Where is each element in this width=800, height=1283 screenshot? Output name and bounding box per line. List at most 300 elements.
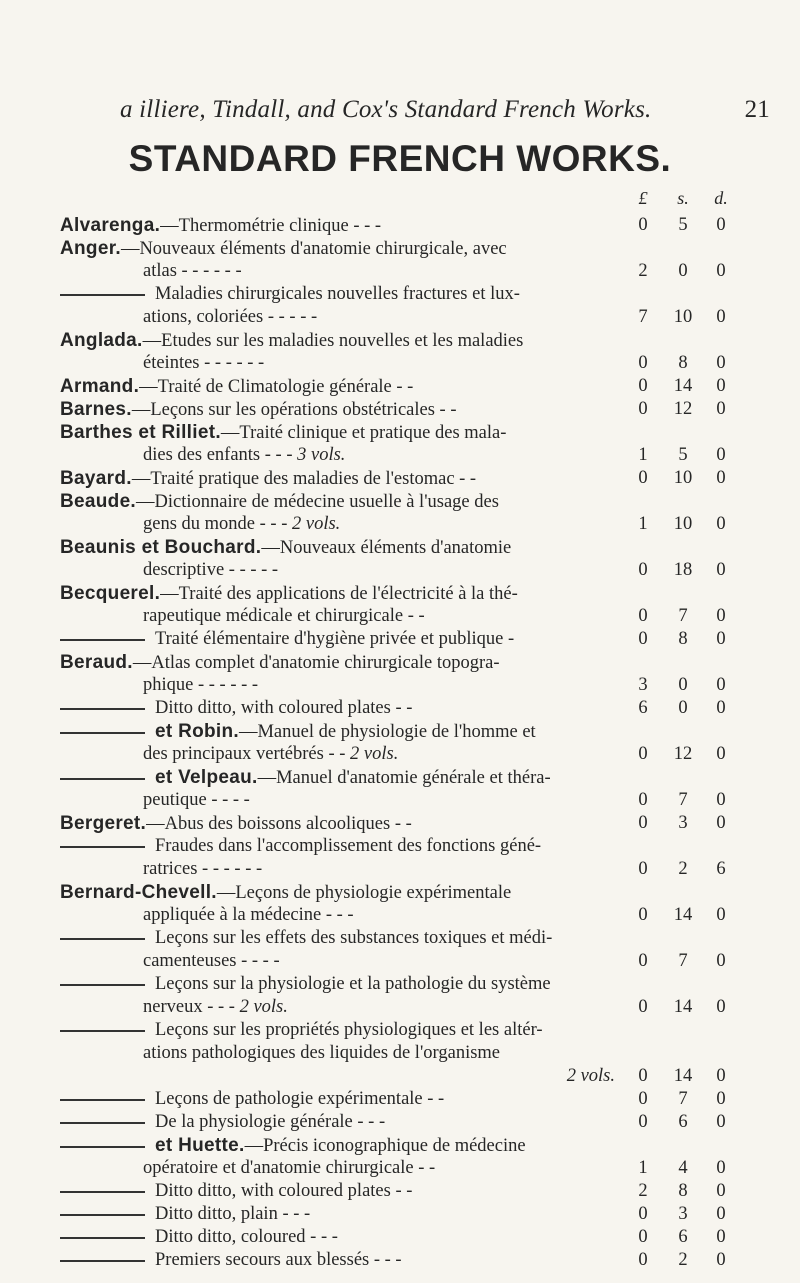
entry-text: [143, 513, 703, 536]
entry-price: [630, 743, 780, 766]
entry-line: [0, 1249, 800, 1272]
entry-title: appliquée à la médecine - - -: [143, 905, 354, 925]
catalogue-entry: [0, 1226, 800, 1249]
ditto-rule: [60, 1260, 145, 1262]
entry-price: [630, 996, 780, 1019]
entry-title: phique - - - - - -: [143, 675, 259, 695]
catalogue-entry: [0, 1134, 800, 1180]
price-pence: 0: [716, 1112, 726, 1132]
price-pence: 0: [716, 261, 726, 281]
price-shillings: 3: [678, 1204, 688, 1224]
volume-count: 2 vols.: [566, 1066, 615, 1086]
catalogue-entry: [0, 490, 800, 536]
entry-line: [0, 237, 800, 260]
entry-line: [0, 973, 800, 996]
price-shillings: 14: [673, 1066, 693, 1086]
entry-line: [0, 1042, 800, 1065]
price-shillings: 8: [678, 1181, 688, 1201]
price-pence: 0: [716, 215, 726, 235]
entry-text: [60, 582, 620, 606]
entry-title: opératoire et d'anatomie chirurgicale - -: [143, 1158, 436, 1178]
entry-line: [0, 352, 800, 375]
entry-price: [630, 1203, 780, 1226]
price-pounds: 1: [638, 514, 648, 534]
price-shillings: 18: [673, 560, 693, 580]
entry-title: —Leçons sur les opérations obstétricales - -: [131, 400, 457, 420]
price-pence: 6: [716, 859, 726, 879]
price-pence: 0: [716, 744, 726, 764]
ditto-rule: [60, 778, 145, 780]
entry-text: [60, 490, 620, 514]
price-pence: 0: [716, 997, 726, 1017]
entry-title: —Nouveaux éléments d'anatomie: [261, 538, 512, 558]
price-shillings: 6: [678, 1112, 688, 1132]
price-pence: 0: [716, 1250, 726, 1270]
entry-title: ratrices - - - - - -: [143, 859, 263, 879]
entry-line: [0, 1088, 800, 1111]
price-pence: 0: [716, 399, 726, 419]
entry-text: [60, 1203, 620, 1226]
price-pence: 0: [716, 514, 726, 534]
entry-price: [630, 605, 780, 628]
catalogue-entry: [0, 1203, 800, 1226]
catalogue-entry: [0, 536, 800, 582]
price-pence: 0: [716, 1066, 726, 1086]
entry-text: [143, 352, 703, 375]
price-shillings: 14: [673, 997, 693, 1017]
entry-line: [0, 1134, 800, 1157]
entry-text: [143, 306, 703, 329]
entry-title: Leçons sur les propriétés physiologiques et les altér-: [155, 1020, 543, 1040]
ditto-rule: [60, 1146, 145, 1148]
entry-text: [143, 996, 703, 1019]
price-shillings: 7: [678, 1089, 688, 1109]
entry-price: [630, 628, 780, 651]
catalogue-entry: [0, 582, 800, 628]
author-name: Armand.: [60, 376, 140, 397]
entry-title: Traité élémentaire d'hygiène privée et publique -: [155, 629, 515, 649]
price-pounds: 0: [638, 1066, 648, 1086]
ditto-rule: [60, 1191, 145, 1193]
entry-title: Ditto ditto, coloured - - -: [155, 1227, 338, 1247]
price-pence: 0: [716, 629, 726, 649]
price-pounds: 1: [638, 1158, 648, 1178]
price-shillings: 8: [678, 353, 688, 373]
entry-title: —Traité clinique et pratique des mala-: [220, 423, 507, 443]
entry-line: [0, 927, 800, 950]
price-shillings: 0: [678, 675, 688, 695]
entry-price: [630, 513, 780, 536]
entry-text: [60, 237, 620, 261]
entry-price: [630, 306, 780, 329]
entry-text: [60, 720, 620, 744]
author-name: Bayard.: [60, 468, 132, 489]
entry-title: —Etudes sur les maladies nouvelles et les maladies: [142, 331, 524, 351]
price-shillings: 10: [673, 514, 693, 534]
entry-line: [0, 628, 800, 651]
entry-title: De la physiologie générale - - -: [155, 1112, 386, 1132]
entry-text: [60, 1249, 620, 1272]
entry-line: [0, 651, 800, 674]
author-name: Anger.: [60, 238, 121, 259]
shillings-header: s.: [677, 188, 689, 208]
entry-text: [143, 743, 703, 766]
catalogue-entry: [0, 881, 800, 927]
entry-title: ations pathologiques des liquides de l'organisme: [143, 1043, 501, 1063]
ditto-rule: [60, 1030, 145, 1032]
catalogue-entry: [0, 237, 800, 283]
catalogue-entry: [0, 375, 800, 398]
entry-title: —Manuel d'anatomie générale et théra-: [257, 768, 551, 788]
entry-text: [143, 858, 703, 881]
price-pounds: 0: [638, 1204, 648, 1224]
entry-text: [60, 329, 620, 353]
entry-text: [60, 881, 620, 905]
entry-price: [630, 858, 780, 881]
entry-title: descriptive - - - - -: [143, 560, 279, 580]
entry-line: [0, 1180, 800, 1203]
entry-text: [143, 1065, 615, 1088]
entry-title: gens du monde - - - 2 vols.: [143, 514, 341, 534]
price-shillings: 8: [678, 629, 688, 649]
entry-price: [630, 1249, 780, 1272]
entry-text: [60, 1111, 620, 1134]
entry-title: rapeutique médicale et chirurgicale - -: [143, 606, 425, 626]
pounds-header: £: [638, 188, 648, 208]
entry-line: [0, 1111, 800, 1134]
price-pence: 0: [716, 1227, 726, 1247]
entry-price: [630, 1065, 780, 1088]
page-number: 21: [744, 96, 770, 123]
entry-title: Ditto ditto, with coloured plates - -: [155, 698, 413, 718]
author-name: Becquerel.: [60, 583, 161, 604]
entry-title: camenteuses - - - -: [143, 951, 280, 971]
price-shillings: 2: [678, 1250, 688, 1270]
price-shillings: 0: [678, 261, 688, 281]
author-name: et Robin.: [155, 721, 239, 742]
entry-line: [0, 421, 800, 444]
entry-title: Premiers secours aux blessés - - -: [155, 1250, 402, 1270]
price-shillings: 10: [673, 307, 693, 327]
entry-title: —Abus des boissons alcooliques - -: [146, 814, 412, 834]
catalogue-entry: [0, 283, 800, 329]
entry-title: —Traité pratique des maladies de l'estomac - -: [131, 469, 477, 489]
price-pounds: 0: [638, 606, 648, 626]
entry-price: [630, 950, 780, 973]
catalogue-entry: [0, 467, 800, 490]
price-pounds: 0: [638, 560, 648, 580]
entry-text: [60, 766, 620, 790]
entry-text: [143, 1042, 703, 1065]
entry-line: [0, 260, 800, 283]
entry-text: [60, 1088, 620, 1111]
price-pence: 0: [716, 445, 726, 465]
entry-price: [630, 1226, 780, 1249]
entry-text: [143, 674, 703, 697]
catalogue-entry: [0, 927, 800, 973]
ditto-rule: [60, 1099, 145, 1101]
entry-title: —Thermométrie clinique - - -: [160, 216, 382, 236]
price-pence: 0: [716, 353, 726, 373]
price-shillings: 14: [673, 376, 693, 396]
entry-text: [60, 421, 620, 445]
ditto-rule: [60, 1237, 145, 1239]
price-pence: 0: [716, 675, 726, 695]
entry-price: [630, 674, 780, 697]
entry-text: [60, 467, 620, 491]
entry-text: [143, 904, 703, 927]
entry-title: —Leçons de physiologie expérimentale: [216, 883, 512, 903]
entry-line: [0, 444, 800, 467]
entry-line: [0, 329, 800, 352]
entry-text: [60, 536, 620, 560]
price-shillings: 14: [673, 905, 693, 925]
entry-text: [143, 1157, 703, 1180]
entry-text: [60, 398, 620, 422]
price-pence: 0: [716, 790, 726, 810]
catalogue-entry: [0, 329, 800, 375]
entry-line: [0, 1065, 800, 1088]
entry-price: [630, 697, 780, 720]
entry-title: peutique - - - -: [143, 790, 250, 810]
entry-title: Ditto ditto, plain - - -: [155, 1204, 311, 1224]
entry-text: [60, 835, 620, 858]
catalogue-entry: [0, 651, 800, 697]
entry-line: [0, 559, 800, 582]
catalogue-entry: [0, 214, 800, 237]
author-name: Alvarenga.: [60, 215, 161, 236]
entry-title: dies des enfants - - - 3 vols.: [143, 445, 346, 465]
price-shillings: 12: [673, 744, 693, 764]
volume-count: 3 vols.: [297, 445, 346, 465]
entry-title: Ditto ditto, with coloured plates - -: [155, 1181, 413, 1201]
entry-line: [0, 605, 800, 628]
entry-title: —Traité des applications de l'électricité à la thé-: [160, 584, 518, 604]
ditto-rule: [60, 846, 145, 848]
pence-header: d.: [714, 188, 728, 208]
price-pounds: 0: [638, 629, 648, 649]
price-pounds: 2: [638, 1181, 648, 1201]
catalogue-entry: [0, 812, 800, 835]
volume-count: 2 vols.: [350, 744, 399, 764]
entry-line: [0, 858, 800, 881]
entry-text: [143, 260, 703, 283]
entry-text: [60, 214, 620, 238]
entry-text: [60, 1180, 620, 1203]
entry-title: Fraudes dans l'accomplissement des fonctions géné-: [155, 836, 542, 856]
entry-price: [630, 398, 780, 421]
entry-title: nerveux - - - 2 vols.: [143, 997, 288, 1017]
entry-line: [0, 743, 800, 766]
entry-text: [60, 1019, 620, 1042]
entry-line: [0, 697, 800, 720]
entry-title: —Atlas complet d'anatomie chirurgicale topogra-: [132, 653, 500, 673]
catalogue-entry: [0, 1249, 800, 1272]
author-name: Anglada.: [60, 330, 143, 351]
entry-line: [0, 375, 800, 398]
entry-line: [0, 582, 800, 605]
price-shillings: 6: [678, 1227, 688, 1247]
entry-title: —Précis iconographique de médecine: [244, 1136, 526, 1156]
catalogue-entry: [0, 1111, 800, 1134]
price-pence: 0: [716, 468, 726, 488]
price-shillings: 7: [678, 790, 688, 810]
entry-line: [0, 398, 800, 421]
entry-price: [630, 789, 780, 812]
price-pence: 0: [716, 813, 726, 833]
entry-price: [630, 214, 780, 237]
price-pence: 0: [716, 698, 726, 718]
entry-line: [0, 674, 800, 697]
price-shillings: 0: [678, 698, 688, 718]
price-pounds: 6: [638, 698, 648, 718]
running-head: [120, 96, 770, 124]
ditto-rule: [60, 708, 145, 710]
price-shillings: 10: [673, 468, 693, 488]
entry-text: [60, 697, 620, 720]
entry-price: [630, 904, 780, 927]
catalogue-entry: [0, 421, 800, 467]
entry-price: [630, 375, 780, 398]
entry-line: [0, 306, 800, 329]
author-name: Barnes.: [60, 399, 132, 420]
entry-title: —Dictionnaire de médecine usuelle à l'usage des: [136, 492, 499, 512]
entry-line: [0, 1157, 800, 1180]
price-shillings: 7: [678, 606, 688, 626]
author-name: et Velpeau.: [155, 767, 258, 788]
entry-title: [567, 1066, 615, 1086]
price-pounds: 0: [638, 905, 648, 925]
entry-price: [630, 1180, 780, 1203]
entry-text: [60, 927, 620, 950]
price-pounds: 0: [638, 376, 648, 396]
entry-title: atlas - - - - - -: [143, 261, 242, 281]
price-pounds: 0: [638, 353, 648, 373]
entry-line: [0, 996, 800, 1019]
author-name: Beaude.: [60, 491, 137, 512]
entry-price: [630, 444, 780, 467]
entry-title: —Manuel de physiologie de l'homme et: [238, 722, 536, 742]
entry-line: [0, 904, 800, 927]
entry-text: [143, 605, 703, 628]
entry-line: [0, 513, 800, 536]
catalogue-entry: [0, 973, 800, 1019]
catalogue-entry: [0, 398, 800, 421]
price-shillings: 7: [678, 951, 688, 971]
author-name: Beaunis et Bouchard.: [60, 537, 262, 558]
price-pence: 0: [716, 951, 726, 971]
ditto-rule: [60, 984, 145, 986]
entry-price: [630, 467, 780, 490]
price-pounds: 0: [638, 790, 648, 810]
entry-title: éteintes - - - - - -: [143, 353, 265, 373]
entry-text: [143, 559, 703, 582]
price-pounds: 0: [638, 1112, 648, 1132]
price-pounds: 0: [638, 1227, 648, 1247]
entry-line: [0, 881, 800, 904]
entry-line: [0, 467, 800, 490]
entry-line: [0, 720, 800, 743]
entry-title: Leçons sur la physiologie et la pathologie du système: [155, 974, 551, 994]
price-pounds: 0: [638, 744, 648, 764]
entry-line: [0, 214, 800, 237]
price-pence: 0: [716, 905, 726, 925]
entry-text: [60, 1226, 620, 1249]
price-pounds: 0: [638, 468, 648, 488]
entry-line: [0, 536, 800, 559]
author-name: Bergeret.: [60, 813, 147, 834]
price-pence: 0: [716, 376, 726, 396]
entry-title: Leçons de pathologie expérimentale - -: [155, 1089, 445, 1109]
catalogue-list: [0, 214, 800, 1272]
entry-text: [60, 973, 620, 996]
price-shillings: 5: [678, 215, 688, 235]
ditto-rule: [60, 938, 145, 940]
entry-title: Maladies chirurgicales nouvelles fractures et lux-: [155, 284, 520, 304]
price-pounds: 0: [638, 1089, 648, 1109]
price-shillings: 4: [678, 1158, 688, 1178]
ditto-rule: [60, 732, 145, 734]
price-pounds: 2: [638, 261, 648, 281]
catalogue-entry: [0, 766, 800, 812]
entry-line: [0, 283, 800, 306]
entry-title: ations, coloriées - - - - -: [143, 307, 318, 327]
entry-text: [60, 651, 620, 675]
entry-title: Leçons sur les effets des substances toxiques et médi-: [155, 928, 553, 948]
catalogue-entry: [0, 835, 800, 881]
entry-text: [60, 1134, 620, 1158]
catalogue-entry: [0, 720, 800, 766]
entry-line: [0, 789, 800, 812]
price-shillings: 2: [678, 859, 688, 879]
entry-price: [630, 1088, 780, 1111]
author-name: et Huette.: [155, 1135, 245, 1156]
entry-price: [630, 260, 780, 283]
entry-title: des principaux vertébrés - - 2 vols.: [143, 744, 399, 764]
price-pounds: 0: [638, 399, 648, 419]
entry-price: [630, 812, 780, 835]
price-pence: 0: [716, 1089, 726, 1109]
entry-line: [0, 1226, 800, 1249]
price-shillings: 5: [678, 445, 688, 465]
entry-line: [0, 1203, 800, 1226]
author-name: Beraud.: [60, 652, 133, 673]
catalogue-entry: [0, 697, 800, 720]
catalogue-entry: [0, 1088, 800, 1111]
entry-price: [630, 352, 780, 375]
entry-price: [630, 1157, 780, 1180]
entry-text: [143, 950, 703, 973]
entry-text: [143, 789, 703, 812]
ditto-rule: [60, 1122, 145, 1124]
volume-count: 2 vols.: [292, 514, 341, 534]
price-pence: 0: [716, 1204, 726, 1224]
entry-line: [0, 835, 800, 858]
entry-title: —Nouveaux éléments d'anatomie chirurgicale, avec: [120, 239, 507, 259]
author-name: Bernard-Chevell.: [60, 882, 217, 903]
price-pence: 0: [716, 307, 726, 327]
ditto-rule: [60, 1214, 145, 1216]
catalogue-entry: [0, 1019, 800, 1088]
entry-text: [143, 444, 703, 467]
entry-text: [60, 375, 620, 399]
catalogue-entry: [0, 1180, 800, 1203]
entry-line: [0, 1019, 800, 1042]
price-pounds: 0: [638, 951, 648, 971]
page-title: STANDARD FRENCH WORKS.: [128, 138, 672, 179]
entry-price: [630, 559, 780, 582]
price-pounds: 0: [638, 859, 648, 879]
